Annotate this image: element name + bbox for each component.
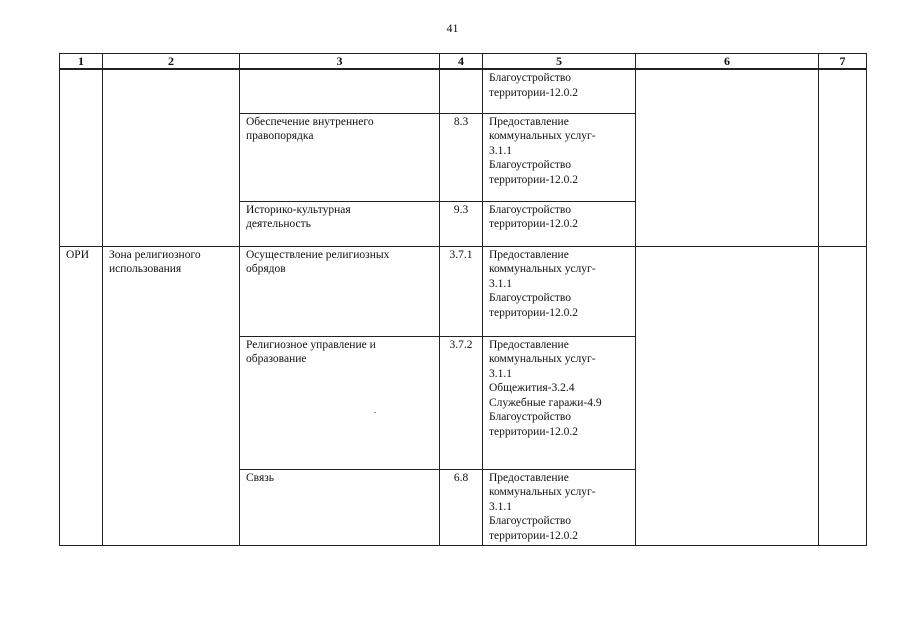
- zone-name: [103, 70, 239, 71]
- code-cell: [440, 113, 483, 201]
- permitted-line: территории-12.0.2: [489, 86, 579, 99]
- land-use-table: [59, 53, 867, 546]
- permitted-line: коммунальных услуг-: [489, 353, 596, 366]
- use-line: Религиозное управление и: [246, 338, 376, 351]
- code-cell: [440, 469, 483, 545]
- use-code: 8.3: [453, 115, 469, 128]
- use-name: [240, 247, 439, 277]
- use-line: Осуществление религиозных: [246, 248, 390, 261]
- col7-cell: [819, 246, 867, 545]
- col6-cell: [636, 246, 819, 545]
- permitted-list: [483, 114, 635, 188]
- permitted-line: коммунальных услуг-: [489, 486, 596, 499]
- use-code: 9.3: [453, 203, 469, 216]
- zone-name: [103, 247, 239, 277]
- use-line: образование: [246, 353, 307, 366]
- use-cell: [240, 201, 440, 246]
- permitted-line: Предоставление: [489, 471, 569, 484]
- permitted-cell: [483, 246, 636, 336]
- permitted-line: Благоустройство: [489, 515, 571, 528]
- permitted-cell: [483, 469, 636, 545]
- permitted-line: Благоустройство: [489, 203, 571, 216]
- use-name: [240, 70, 439, 71]
- page-number: 41: [446, 21, 459, 35]
- use-cell: [240, 69, 440, 113]
- table-row: [60, 69, 867, 113]
- use-line: Связь: [246, 471, 275, 484]
- permitted-cell: [483, 201, 636, 246]
- permitted-line: Служебные гаражи-4.9: [489, 396, 602, 409]
- code-cell: [440, 246, 483, 336]
- zone-code: ОРИ: [66, 248, 90, 261]
- use-code: 3.7.1: [449, 248, 473, 261]
- permitted-line: коммунальных услуг-: [489, 130, 596, 143]
- permitted-list: [483, 337, 635, 440]
- use-line: Обеспечение внутреннего: [246, 115, 374, 128]
- zone-line: Зона религиозного: [109, 248, 201, 261]
- use-cell: [240, 469, 440, 545]
- permitted-line: Благоустройство: [489, 159, 571, 172]
- use-name: [240, 202, 439, 232]
- permitted-line: Общежития-3.2.4: [489, 382, 575, 395]
- permitted-line: территории-12.0.2: [489, 306, 579, 319]
- zone-line: использования: [109, 263, 182, 276]
- use-name: [240, 470, 439, 486]
- permitted-cell: [483, 336, 636, 469]
- permitted-line: Благоустройство: [489, 72, 571, 84]
- zone-name-cell: [103, 69, 240, 246]
- use-cell: [240, 336, 440, 469]
- permitted-line: 3.1.1: [489, 367, 512, 380]
- permitted-line: территории-12.0.2: [489, 426, 579, 439]
- code-cell: [440, 69, 483, 113]
- col7-cell: [819, 69, 867, 246]
- permitted-list: [483, 202, 635, 232]
- use-cell: [240, 113, 440, 201]
- permitted-line: 3.1.1: [489, 277, 512, 290]
- permitted-line: Благоустройство: [489, 411, 571, 424]
- permitted-list: [483, 470, 635, 544]
- code-cell: [440, 336, 483, 469]
- use-line: обрядов: [246, 263, 286, 276]
- permitted-cell: [483, 113, 636, 201]
- use-line: Историко-культурная: [246, 203, 351, 216]
- permitted-line: территории-12.0.2: [489, 218, 579, 231]
- permitted-line: коммунальных услуг-: [489, 263, 596, 276]
- permitted-line: Предоставление: [489, 248, 569, 261]
- header-col-7: 7: [819, 54, 867, 70]
- permitted-line: 3.1.1: [489, 144, 512, 157]
- code-cell: [440, 201, 483, 246]
- permitted-line: территории-12.0.2: [489, 173, 579, 186]
- header-col-4: 4: [440, 54, 483, 70]
- table-header-row: [60, 54, 867, 70]
- use-line: деятельность: [246, 218, 311, 231]
- table-row: [60, 246, 867, 336]
- use-code: [440, 70, 482, 71]
- permitted-line: Предоставление: [489, 338, 569, 351]
- zone-code-cell: [60, 69, 103, 246]
- zone-code: [60, 70, 102, 71]
- col6-cell: [636, 69, 819, 246]
- zone-code-cell: [60, 246, 103, 545]
- header-col-2: 2: [103, 54, 240, 70]
- permitted-line: территории-12.0.2: [489, 529, 579, 542]
- permitted-line: Благоустройство: [489, 292, 571, 305]
- permitted-line: Предоставление: [489, 115, 569, 128]
- permitted-line: 3.1.1: [489, 500, 512, 513]
- header-col-6: 6: [636, 54, 819, 70]
- use-code: 3.7.2: [449, 338, 473, 351]
- use-name: [240, 337, 439, 367]
- zone-name-cell: [103, 246, 240, 545]
- scan-speck: [374, 412, 376, 413]
- header-col-1: 1: [60, 54, 103, 70]
- use-name: [240, 114, 439, 144]
- use-line: правопорядка: [246, 130, 314, 143]
- use-code: 6.8: [453, 471, 469, 484]
- permitted-list: [483, 247, 635, 321]
- use-cell: [240, 246, 440, 336]
- permitted-list: [483, 70, 635, 100]
- header-col-3: 3: [240, 54, 440, 70]
- permitted-cell: [483, 69, 636, 113]
- header-col-5: 5: [483, 54, 636, 70]
